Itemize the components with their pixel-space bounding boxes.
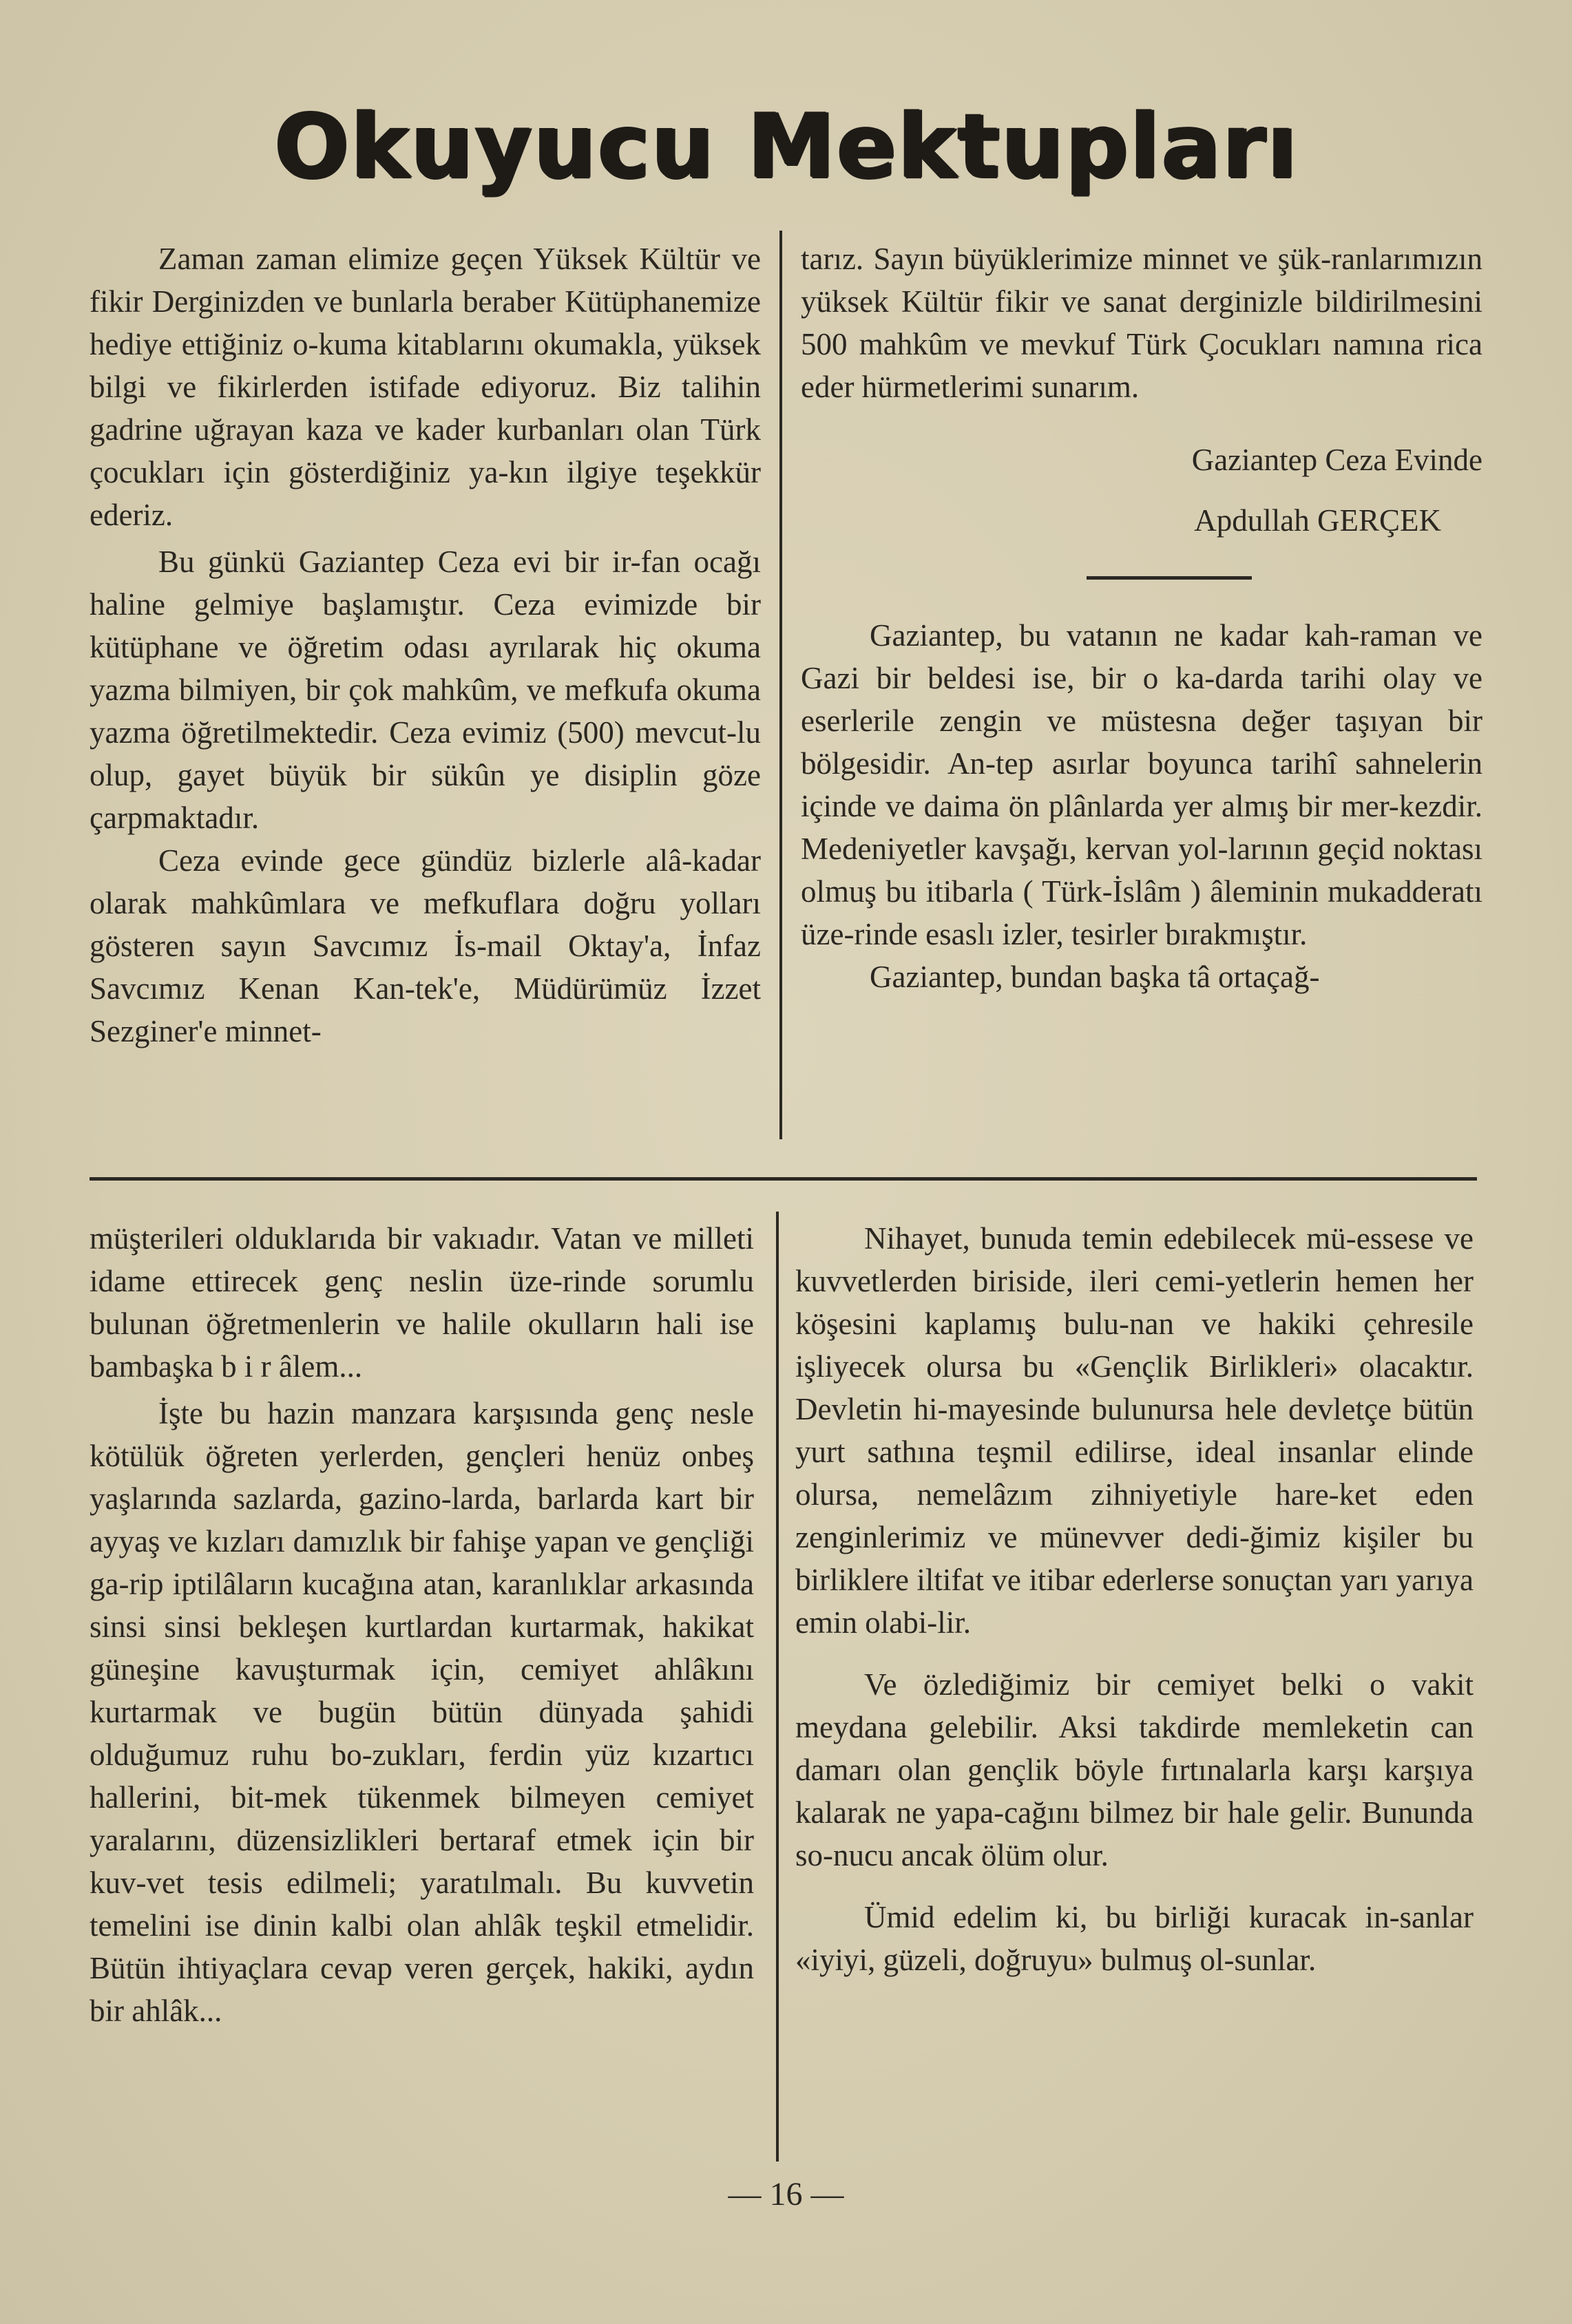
paragraph: tarız. Sayın büyüklerimize minnet ve şük-ranlarımızın yüksek Kültür fikir ve sanat derginizle bildirilmesini 500 mahkûm ve mevkuf Türk Çocukları namına rica eder hürmetlerimi sunarım. (801, 242, 1482, 404)
top-column-divider (779, 231, 782, 1139)
top-right-column (801, 237, 1482, 998)
paragraph: Bu günkü Gaziantep Ceza evi bir ir-fan ocağı haline gelmiye başlamıştır. Ceza evimizde bir kütüphane ve öğretim odası ayrılarak hiç okuma yazma bilmiyen, bir çok mahkûm, ve mefkufa okuma yazma öğretilmektedir. Ceza evimiz (500) mevcut-lu olup, gayet büyük bir sükûn ye disiplin göze çarpmaktadır. (90, 545, 761, 835)
paragraph: Zaman zaman elimize geçen Yüksek Kültür ve fikir Derginizden ve bunlarla beraber Kütüphanemize hediye ettiğiniz o-kuma kitablarını okumakla, yüksek bilgi ve fikirlerden istifade ediyoruz. Biz talihin gadrine uğrayan kaza ve kader kurbanları olan Türk çocukları için gösterdiğiniz ya-kın ilgiye teşekkür ederiz. (90, 242, 761, 532)
signature-rule (1087, 576, 1252, 580)
section-divider (90, 1177, 1477, 1181)
bottom-column-divider (776, 1212, 779, 2162)
bottom-left-column (90, 1217, 754, 2032)
page-number: — 16 — (728, 2176, 844, 2212)
signature-place: Gaziantep Ceza Evinde (1191, 443, 1482, 477)
signature-name: Apdullah GERÇEK (1194, 503, 1441, 538)
paragraph: İşte bu hazin manzara karşısında genç nesle kötülük öğreten yerlerden, gençleri henüz onbeş yaşlarında sazlarda, gazino-larda, barlarda kart bir ayyaş ve kızları damızlık bir fahişe yapan ve gençliği ga-rip iptilâların kucağına atan, karanlıklar arkasında sinsi sinsi bekleşen kurtlardan kurtarmak, hakikat güneşine kavuşturmak için, cemiyet ahlâkını kurtarmak ve bugün bütün dünyada şahidi olduğumuz ruhu bo-zukları, ferdin yüz kızartıcı hallerini, bit-mek tükenmek bilmeyen cemiyet yaralarını, düzensizlikleri bertaraf etmek için bir kuv-vet tesis edilmeli; yaratılmalı. Bu kuvvetin temelini ise dinin kalbi olan ahlâk teşkil etmelidir. Bütün ihtiyaçlara cevap veren gerçek, hakiki, aydın bir ahlâk... (90, 1396, 754, 2028)
paragraph: müşterileri olduklarıda bir vakıadır. Vatan ve milleti idame ettirecek genç neslin üze-rinde sorumlu bulunan öğretmenlerin ve halile okulların hali ise bambaşka b i r âlem... (90, 1221, 754, 1384)
paragraph: Nihayet, bunuda temin edebilecek mü-essese ve kuvvetlerden biriside, ileri cemi-yetlerin hemen her köşesini kaplamış bulu-nan ve hakiki çehresile işliyecek olursa bu «Gençlik Birlikleri» olacaktır. Devletin hi-mayesinde bulunursa hele devletçe bütün yurt sathına teşmil edilirse, ideal insanlar elinde olursa, nemelâzım zihniyetiyle hare-ket eden zenginlerimiz ve münevver dedi-ğimiz kişiler bu birliklere iltifat ve itibar ederlerse sonuçtan yarı yarıya emin olabi-lir. (795, 1221, 1474, 1640)
paragraph: Ümid edelim ki, bu birliği kuracak in-sanlar «iyiyi, güzeli, doğruyu» bulmuş ol-sunlar. (795, 1900, 1474, 1977)
paragraph: Gaziantep, bundan başka tâ ortaçağ- (870, 960, 1320, 994)
bottom-right-column (795, 1217, 1474, 1981)
paragraph: Ve özlediğimiz bir cemiyet belki o vakit meydana gelebilir. Aksi takdirde memleketin can damarı olan gençlik böyle fırtınalarla karşı karşıya kalarak ne yapa-cağını bilmez bir hale gelir. Bununda so-nucu ancak ölüm olur. (795, 1667, 1474, 1872)
page-title: Okuyucu Mektupları (273, 96, 1299, 198)
paragraph: Gaziantep, bu vatanın ne kadar kah-raman ve Gazi bir beldesi ise, bir o ka-darda tarihi olay ve eserlerile zengin ve müstesna değer taşıyan bir bölgesidir. An-tep asırlar boyunca tarihî sahnelerin içinde ve daima ön plânlarda yer almış bir mer-kezdir. Medeniyetler kavşağı, kervan yol-larının geçid noktası olmuş bu itibarla ( Türk-İslâm ) âleminin mukadderatı üze-rinde esaslı izler, tesirler bırakmıştır. (801, 618, 1482, 951)
top-left-column (90, 237, 761, 1053)
paragraph: Ceza evinde gece gündüz bizlerle alâ-kadar olarak mahkûmlara ve mefkuflara doğru yolları gösteren sayın Savcımız İs-mail Oktay'a, İnfaz Savcımız Kenan Kan-tek'e, Müdürümüz İzzet Sezginer'e minnet- (90, 843, 761, 1048)
